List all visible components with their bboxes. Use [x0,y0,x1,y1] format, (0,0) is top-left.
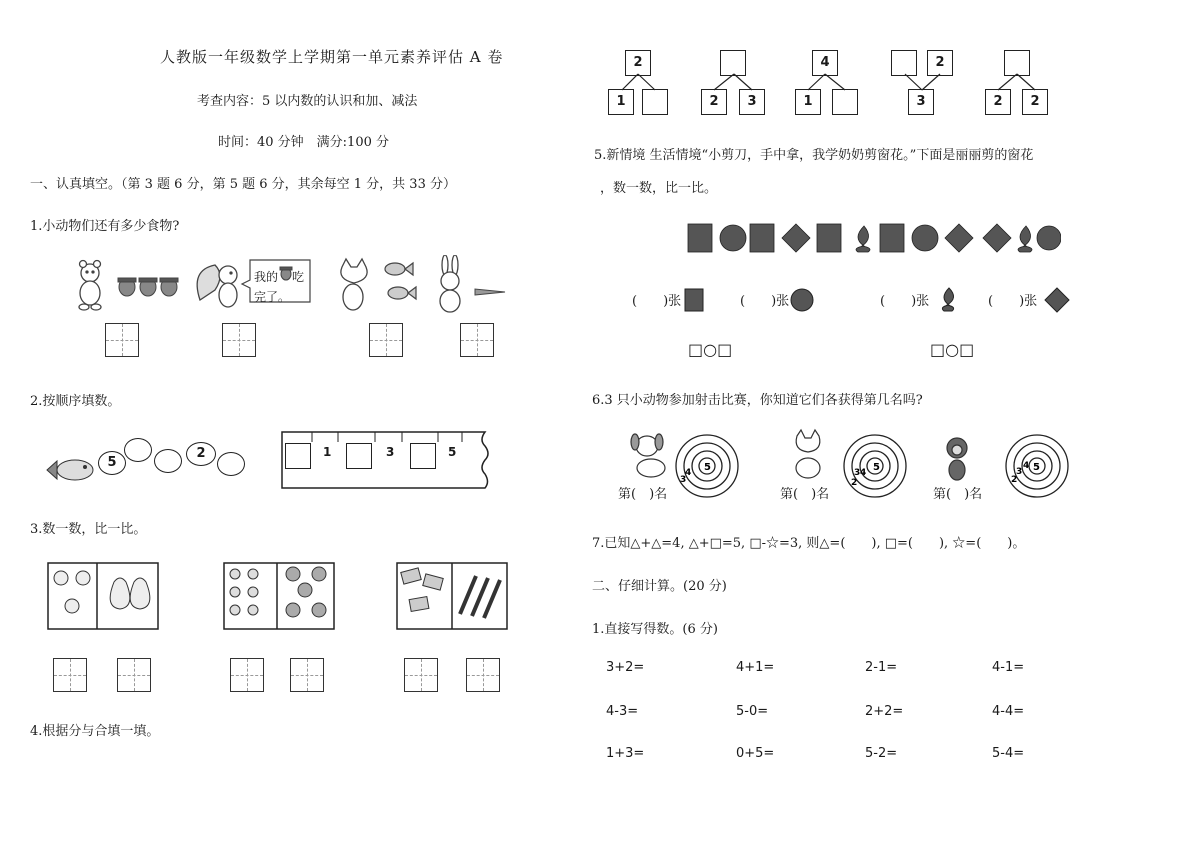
dog-icon [631,434,665,477]
bubble-circle[interactable] [124,438,152,462]
answer-box[interactable] [460,323,494,357]
ruler-blank[interactable] [410,443,436,469]
calc-item[interactable]: 4-1= [992,660,1025,675]
paper-cut-square-icon [817,224,841,252]
split-right-box[interactable] [642,89,668,115]
svg-text:3: 3 [680,475,687,485]
carrot-icon [475,289,505,295]
paper-cut-square-icon [688,224,712,252]
q1-label: 1.小动物们还有多少食物? [30,219,180,234]
answer-box[interactable] [466,658,500,692]
split-top-box[interactable] [1004,50,1030,76]
split-topleft-box[interactable] [891,50,917,76]
paper-cuts-row [686,220,1061,256]
count-blank[interactable]: ( )张 [740,294,790,309]
paper-cut-diamond-icon [983,224,1011,252]
calc-item[interactable]: 2-1= [865,660,898,675]
paper-cut-round-icon [1037,226,1061,250]
q2-label: 2.按顺序填数。 [30,394,121,409]
q3-label: 3.数一数，比一比。 [30,522,147,537]
bubble-text-1b: 吃 [292,270,305,284]
svg-text:2: 2 [1011,475,1018,485]
svg-text:4: 4 [685,468,692,478]
q6-label: 6.3 只小动物参加射击比赛，你知道它们各获得第几名吗? [592,393,923,408]
split-left-box: 2 [985,89,1011,115]
calc-item[interactable]: 2+2= [865,704,904,719]
section2-heading: 二、仔细计算。(20 分) [592,579,727,594]
split-left-box: 2 [701,89,727,115]
paper-cut-square-icon [880,224,904,252]
count-blank[interactable]: ( )张 [632,294,682,309]
compare-box-fruit [47,562,159,630]
count-blank[interactable]: ( )张 [880,294,930,309]
ruler-blank[interactable] [285,443,311,469]
answer-box[interactable] [222,323,256,357]
rank-blank[interactable]: 第( )名 [780,487,830,502]
paper-cut-flower-icon [938,286,960,314]
compare-symbols[interactable]: □○□ [688,340,733,359]
calc-item[interactable]: 0+5= [736,746,775,761]
number-ruler [280,430,492,490]
svg-text:5: 5 [704,462,711,473]
ruler-blank[interactable] [346,443,372,469]
calc-item[interactable]: 4+1= [736,660,775,675]
paper-cut-flower-icon [856,226,870,252]
split-top-box: 2 [625,50,651,76]
rabbit-icon [440,255,460,312]
calc-item[interactable]: 4-4= [992,704,1025,719]
compare-symbols[interactable]: □○□ [930,340,975,359]
paper-cut-flower-icon [1018,226,1032,252]
q5-label-line2: ，数一数，比一比。 [600,181,718,196]
paper-cut-square-icon [684,288,704,312]
bubble-text-1: 我的 [254,270,279,284]
paper-cut-round-icon [912,225,938,251]
svg-text:3: 3 [854,468,861,478]
monkey-icon [947,438,967,480]
split-top-box[interactable] [720,50,746,76]
calc-item[interactable]: 5-2= [865,746,898,761]
q4-label: 4.根据分与合填一填。 [30,724,160,739]
calc-item[interactable]: 4-3= [606,704,639,719]
ruler-number: 3 [386,445,395,459]
q5-label-line1: 5.新情境 生活情境“小剪刀，手中拿，我学奶奶剪窗花。”下面是丽丽剪的窗花 [594,148,1034,163]
split-topright-box: 2 [927,50,953,76]
answer-box[interactable] [117,658,151,692]
calc-item[interactable]: 3+2= [606,660,645,675]
split-left-box: 1 [795,89,821,115]
answer-box[interactable] [404,658,438,692]
answer-box[interactable] [369,323,403,357]
squirrel-icon [197,265,237,307]
bear-icon [79,261,101,311]
split-right-box: 2 [1022,89,1048,115]
split-right-box[interactable] [832,89,858,115]
svg-text:2: 2 [851,478,858,488]
page-title: 人教版一年级数学上学期第一单元素养评估 A 卷 [160,48,504,66]
compare-box-stationery [396,562,508,630]
svg-text:5: 5 [1033,462,1040,473]
bubble-circle: 5 [98,451,126,475]
svg-text:4: 4 [860,468,867,478]
answer-box[interactable] [290,658,324,692]
calc-item[interactable]: 1+3= [606,746,645,761]
paper-cut-diamond-icon [1044,287,1070,313]
fish-icon [45,455,97,485]
answer-box[interactable] [230,658,264,692]
split-right-box: 3 [739,89,765,115]
svg-text:3: 3 [1016,467,1023,477]
cat-icon [796,430,820,478]
bubble-text-2: 完了。 [254,290,291,304]
count-blank[interactable]: ( )张 [988,294,1038,309]
cat-icon [341,259,367,310]
calc-item[interactable]: 5-4= [992,746,1025,761]
acorn-icon [118,278,178,296]
exam-content: 考查内容：5 以内数的认识和加、减法 [197,94,418,109]
rank-blank[interactable]: 第( )名 [933,487,983,502]
split-top-box: 4 [812,50,838,76]
calc-item[interactable]: 5-0= [736,704,769,719]
paper-cut-diamond-icon [945,224,973,252]
answer-box[interactable] [53,658,87,692]
bubble-circle[interactable] [154,449,182,473]
rank-blank[interactable]: 第( )名 [618,487,668,502]
bubble-circle[interactable] [217,452,245,476]
paper-cut-square-icon [750,224,774,252]
q7-label: 7.已知△+△=4, △+□=5, □-☆=3, 则△=( ), □=( ), ☆=( )。 [592,536,1026,551]
fish-icon [385,263,416,299]
shooting-targets [625,428,1085,500]
bubble-circle: 2 [186,442,216,466]
paper-cut-round-icon [790,288,814,312]
split-bottom-box: 3 [908,89,934,115]
paper-cut-diamond-icon [782,224,810,252]
ruler-number: 1 [323,445,332,459]
split-left-box: 1 [608,89,634,115]
compare-box-flowers [223,562,335,630]
calc-q1-label: 1.直接写得数。(6 分) [592,622,718,637]
ruler-number: 5 [448,445,457,459]
svg-text:4: 4 [1023,461,1030,471]
paper-cut-round-icon [720,225,746,251]
exam-time-score: 时间：40 分钟 满分:100 分 [218,135,389,150]
section1-heading: 一、认真填空。（第 3 题 6 分，第 5 题 6 分，其余每空 1 分，共 33 分） [30,177,456,192]
svg-text:5: 5 [873,462,880,473]
speech-bubble-text [254,267,304,307]
answer-box[interactable] [105,323,139,357]
